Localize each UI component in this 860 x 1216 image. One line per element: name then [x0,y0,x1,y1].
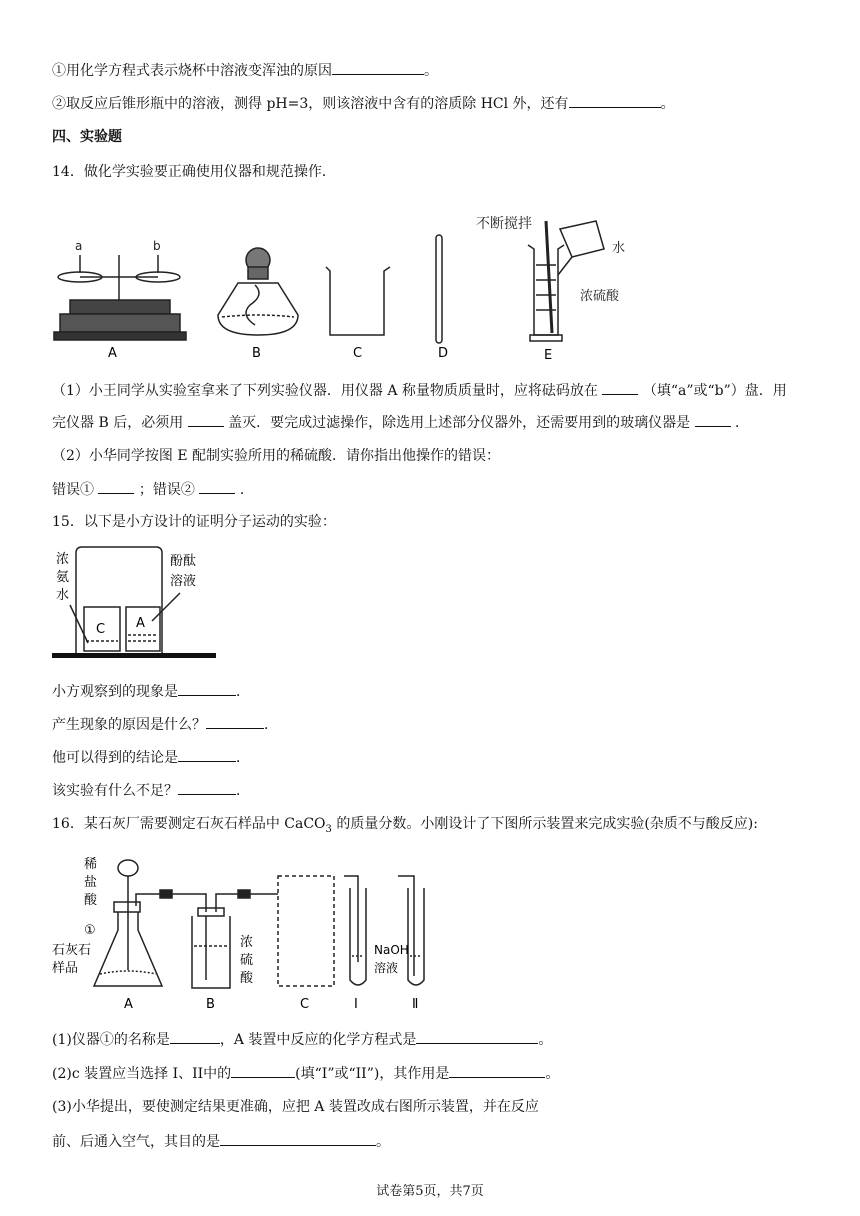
figure-14 [50,205,650,365]
pan-a-label: a [75,239,83,253]
figure-15 [52,545,222,663]
question-14-part-1-cont: 完仪器 B 后，必须用 盖灭．要完成过滤操作，除选用上述部分仪器外，还需要用到的玻璃仪器是 ． [52,412,749,433]
phenol-label-2: 溶液 [170,574,197,589]
question-16-part-3-cont: 前、后通入空气，其目的是 。 [52,1131,390,1152]
naoh-label: NaOH [374,943,409,957]
label-c: C [300,997,310,1012]
figure-16 [52,850,452,1015]
label-b: B [206,997,215,1012]
glass-rod-diagram [436,235,442,343]
hcl-label-1: 稀 [84,857,98,872]
question-line-2: ②取反应后锥形瓶中的溶液，测得 pH=3，则该溶液中含有的溶质除 HCl 外，还有 。 [52,93,675,114]
question-15-title: 15．以下是小方设计的证明分子运动的实验： [52,514,336,530]
answer-blank[interactable] [569,93,661,108]
section-heading: 四、实验题 [52,129,122,145]
question-15-d: 该实验有什么不足？ ． [52,780,250,801]
answer-blank[interactable] [206,714,264,729]
page-footer: 试卷第5页，共7页 [376,1184,484,1199]
question-15-c: 他可以得到的结论是 ． [52,747,250,768]
sample-label-1: 石灰石 [52,943,92,958]
beaker-diagram [326,267,390,335]
question-line-1: ①用化学方程式表示烧杯中溶液变浑浊的原因 。 [52,60,438,81]
answer-blank[interactable] [178,681,236,696]
acid-label-2: 硫 [240,953,254,968]
answer-blank[interactable] [449,1063,545,1078]
label-c: C [353,346,363,361]
label-b: B [252,346,261,361]
answer-blank[interactable] [188,412,224,427]
pan-b-label: b [153,239,161,253]
answer-blank[interactable] [220,1131,376,1146]
label-a: A [108,346,117,361]
answer-blank[interactable] [98,479,134,494]
hcl-label-3: 酸 [84,893,98,908]
question-16-title: 16．某石灰厂需要测定石灰石样品中 CaCO$_3$ 的质量分数。小刚设计了下图所示装置来完成实验(杂质不与酸反应): [52,816,758,835]
answer-blank[interactable] [170,1029,220,1044]
label-i: I [354,997,358,1012]
hcl-label-2: 盐 [84,875,98,890]
label-e: E [544,348,553,363]
dilution-diagram [528,221,604,341]
acid-label-3: 酸 [240,971,254,986]
question-14-part-1: （1）小王同学从实验室拿来了下列实验仪器．用仪器 A 称量物质质量时，应将砝码放在 （填“a”或“b”）盘．用 [52,380,787,401]
question-16-part-1: (1)仪器①的名称是 ，A 装置中反应的化学方程式是 。 [52,1029,552,1050]
answer-blank[interactable] [178,780,236,795]
ammonia-label-3: 水 [56,588,70,603]
sample-label-2: 样品 [52,961,79,976]
acid-label-1: 浓 [240,935,254,950]
acid-label: 浓硫酸 [580,289,620,304]
label-ii: Ⅱ [412,997,419,1012]
instrument-1-label: ① [84,923,96,938]
phenol-label-1: 酚酞 [170,554,197,569]
answer-blank[interactable] [332,60,424,75]
balance-diagram [54,239,186,340]
question-16-part-2: (2)c 装置应当选择 I、II中的 (填“I”或“II”)，其作用是 。 [52,1063,559,1084]
water-label: 水 [612,241,626,256]
stir-label: 不断搅拌 [476,216,532,232]
question-16-part-3: (3)小华提出，要使测定结果更准确，应把 A 装置改成右图所示装置，并在反应 [52,1099,539,1115]
answer-blank[interactable] [199,479,235,494]
label-d: D [438,346,449,361]
question-14-errors: 错误① ；错误② ． [52,479,254,500]
naoh-solution-label: 溶液 [374,961,399,975]
label-a: A [124,997,133,1012]
answer-blank[interactable] [602,380,638,395]
ammonia-label-1: 浓 [56,552,70,567]
ammonia-label-2: 氨 [56,570,70,585]
answer-blank[interactable] [416,1029,538,1044]
question-15-a: 小方观察到的现象是 ． [52,681,250,702]
answer-blank[interactable] [231,1063,295,1078]
beaker-c-label: C [96,622,106,637]
question-14-part-2: （2）小华同学按图 E 配制实验所用的稀硫酸．请你指出他操作的错误： [52,448,501,464]
question-14-title: 14．做化学实验要正确使用仪器和规范操作． [52,164,336,180]
answer-blank[interactable] [178,747,236,762]
alcohol-lamp-diagram [218,248,298,335]
beaker-a-label: A [136,616,145,631]
answer-blank[interactable] [695,412,731,427]
question-15-b: 产生现象的原因是什么？ ． [52,714,278,735]
